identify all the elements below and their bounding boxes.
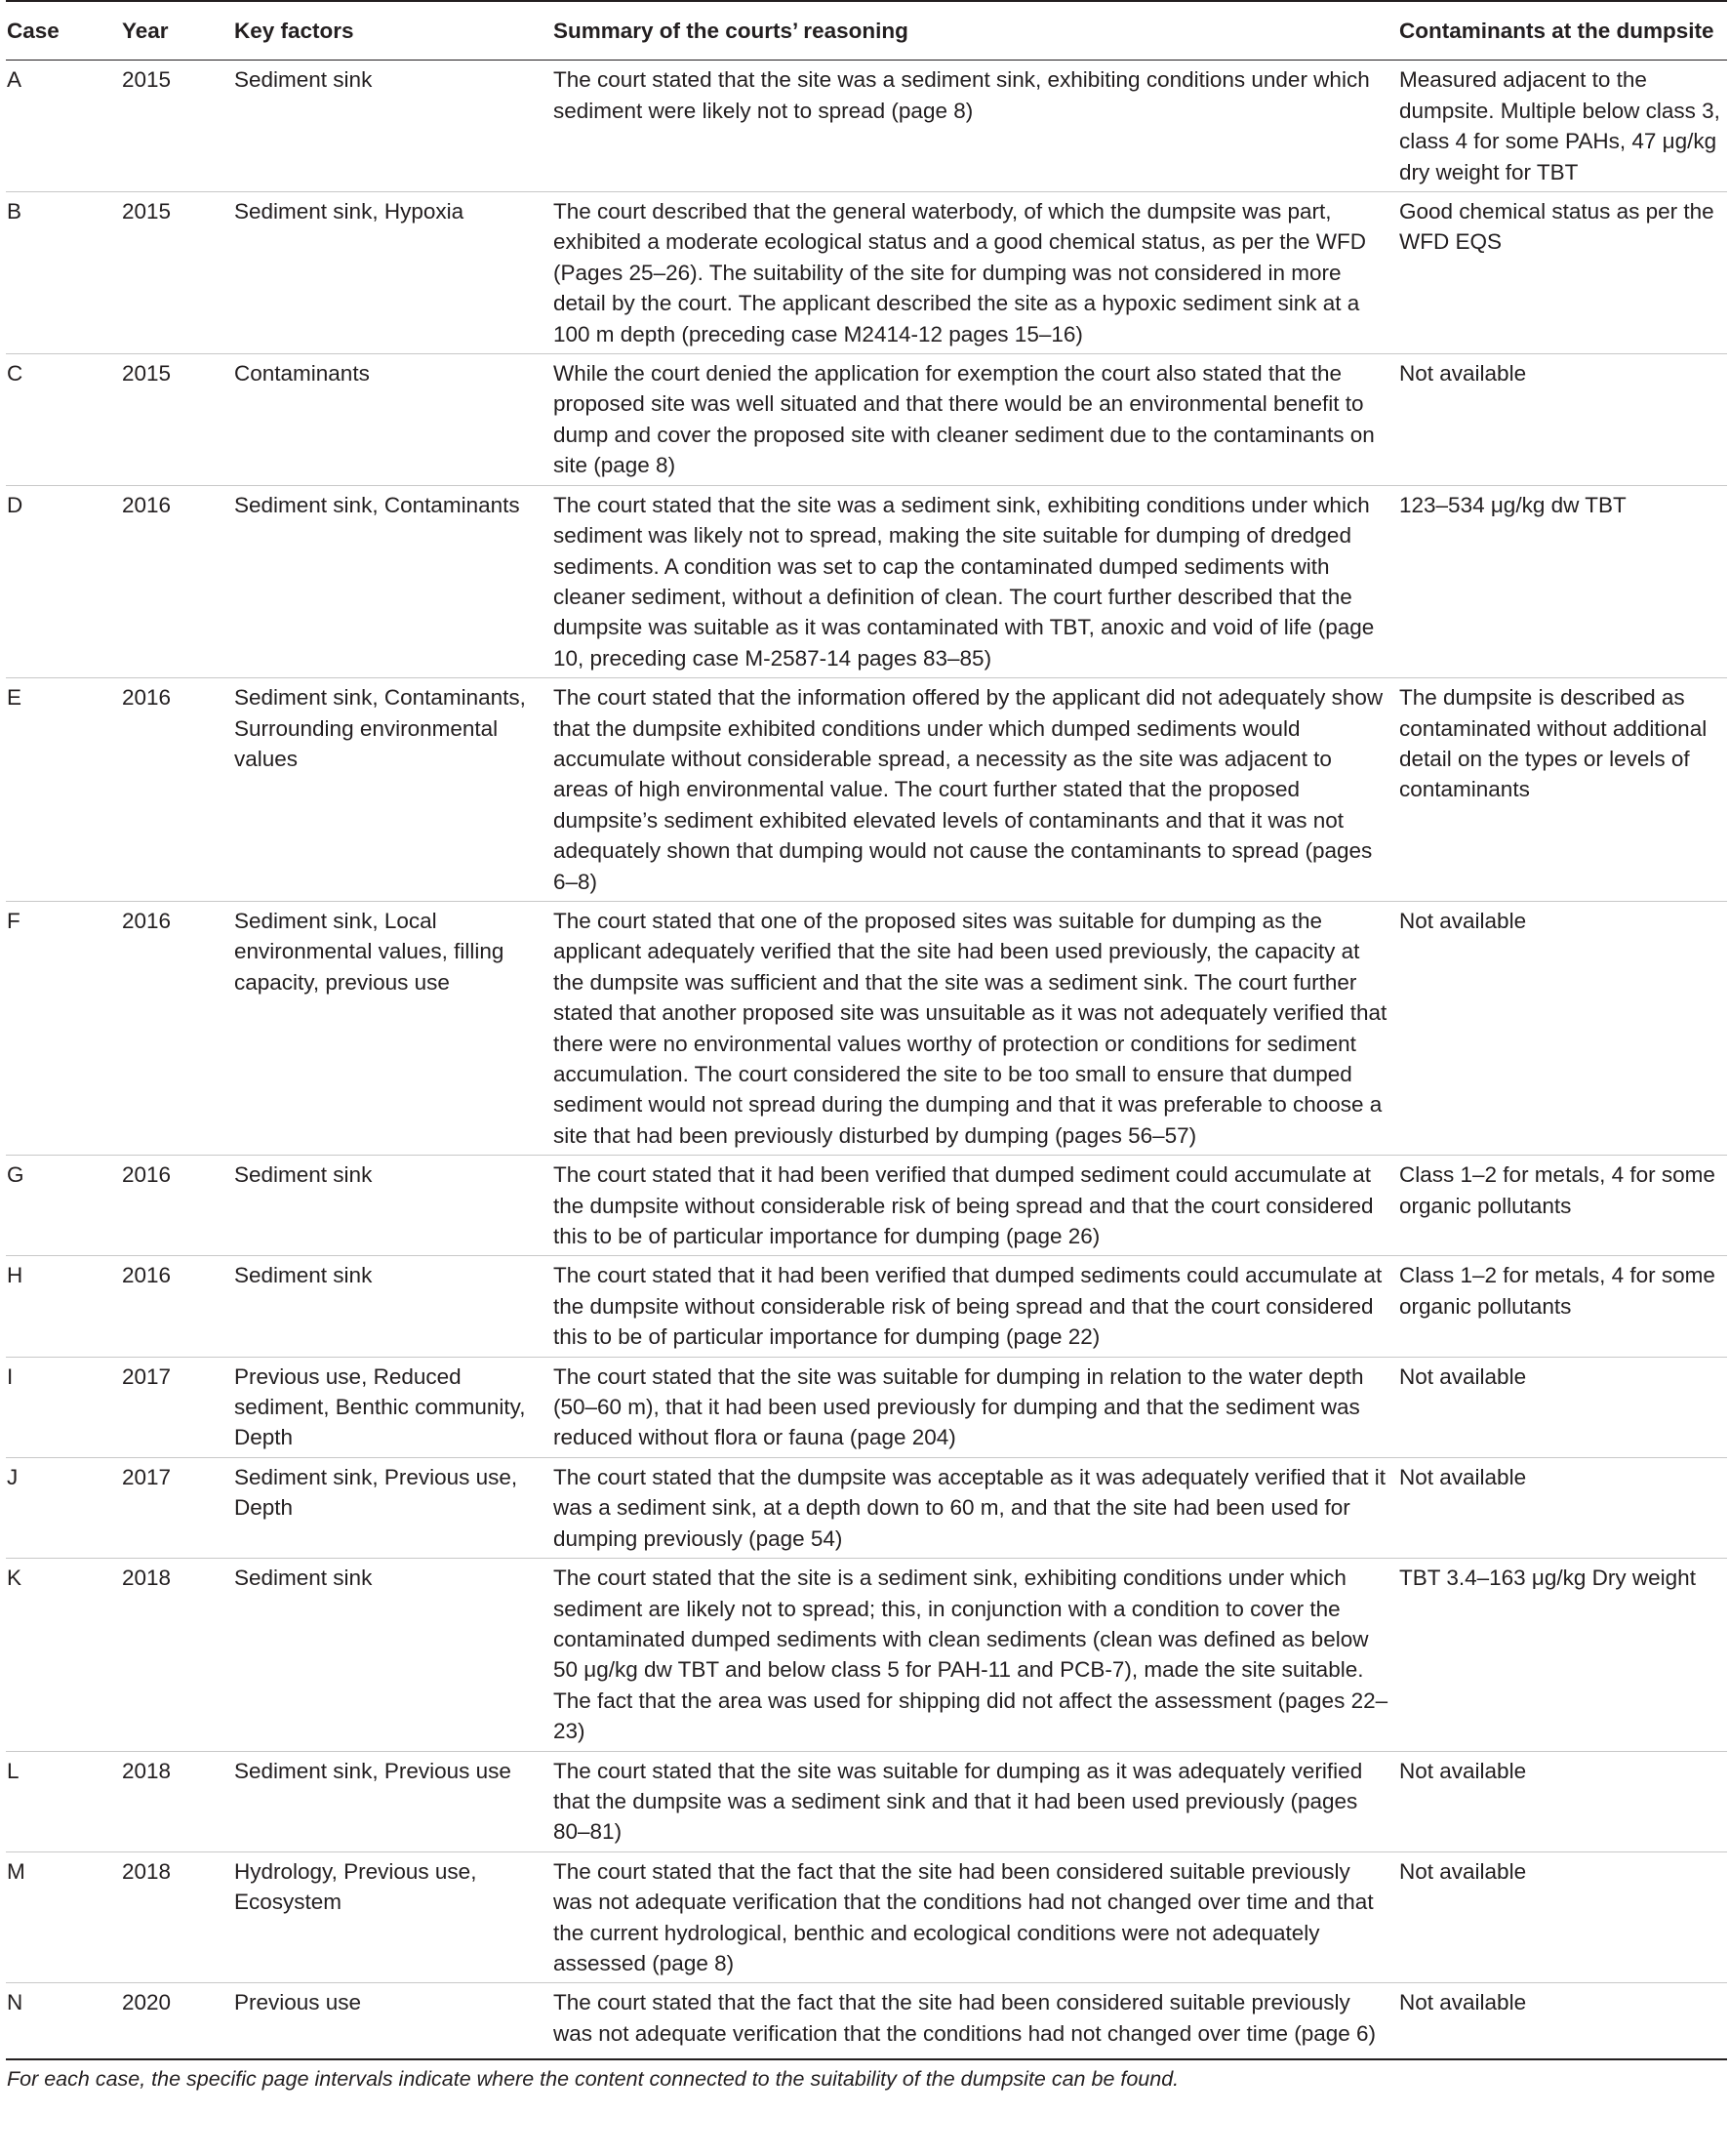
cell-case: L (6, 1751, 121, 1851)
cell-year: 2017 (121, 1357, 233, 1457)
cell-key-factors: Hydrology, Previous use, Ecosystem (233, 1851, 552, 1983)
cell-case: I (6, 1357, 121, 1457)
header-summary: Summary of the courts’ reasoning (552, 1, 1398, 61)
table-row (6, 901, 1727, 1155)
cell-summary: The court stated that one of the proposed sites was suitable for dumping as the applicant adequately verified that the site had been used previously, the capacity at the dumpsite was sufficient and that the site was a sediment sink. The court further stated that another proposed site was unsuitable as it was not adequately verified that there were no environmental values worthy of protection or conditions for sediment accumulation. The court considered the site to be too small to ensure that dumped sediment would not spread during the dumping and that it was preferable to choose a site that had been previously disturbed by dumping (pages 56–57) (552, 901, 1398, 1155)
cell-contaminants: The dumpsite is described as contaminated without additional detail on the types or levels of contaminants (1398, 678, 1727, 902)
cell-year: 2015 (121, 192, 233, 354)
cell-year: 2018 (121, 1559, 233, 1751)
dumpsite-cases-table (6, 0, 1727, 2060)
table-row (6, 61, 1727, 192)
cell-summary: The court stated that the site was a sediment sink, exhibiting conditions under which sediment were likely not to spread (page 8) (552, 61, 1398, 192)
cell-case: A (6, 61, 121, 192)
cell-summary: The court stated that the information offered by the applicant did not adequately show that the dumpsite exhibited conditions under which dumped sediments would accumulate without considerable spread, a necessity as the site was adjacent to areas of high environmental value. The court further stated that the proposed dumpsite’s sediment exhibited elevated levels of contaminants and that it was not adequately shown that dumping would not cause the contaminants to spread (pages 6–8) (552, 678, 1398, 902)
cell-key-factors: Previous use (233, 1983, 552, 2059)
table-row (6, 1751, 1727, 1851)
cell-case: K (6, 1559, 121, 1751)
cell-key-factors: Sediment sink, Contaminants, Surrounding environmental values (233, 678, 552, 902)
cell-summary: The court described that the general waterbody, of which the dumpsite was part, exhibited a moderate ecological status and a good chemical status, as per the WFD (Pages 25–26). The suitability of the site for dumping was not considered in more detail by the court. The applicant described the site as a hypoxic sediment sink at a 100 m depth (preceding case M2414-12 pages 15–16) (552, 192, 1398, 354)
cell-case: J (6, 1457, 121, 1558)
cell-case: N (6, 1983, 121, 2059)
cell-key-factors: Contaminants (233, 354, 552, 486)
cell-year: 2018 (121, 1751, 233, 1851)
cell-year: 2018 (121, 1851, 233, 1983)
table-row (6, 192, 1727, 354)
header-contaminants: Contaminants at the dumpsite (1398, 1, 1727, 61)
cell-contaminants: Good chemical status as per the WFD EQS (1398, 192, 1727, 354)
cell-summary: The court stated that the site was suitable for dumping as it was adequately verified that the dumpsite was a sediment sink and that it had been used previously (pages 80–81) (552, 1751, 1398, 1851)
cell-key-factors: Sediment sink (233, 61, 552, 192)
cell-contaminants: Measured adjacent to the dumpsite. Multiple below class 3, class 4 for some PAHs, 47 μg/kg dry weight for TBT (1398, 61, 1727, 192)
cell-contaminants: Class 1–2 for metals, 4 for some organic pollutants (1398, 1156, 1727, 1256)
cell-case: E (6, 678, 121, 902)
cell-year: 2016 (121, 901, 233, 1155)
table-header-row (6, 1, 1727, 61)
header-year: Year (121, 1, 233, 61)
table-row (6, 485, 1727, 677)
table-row (6, 1851, 1727, 1983)
cell-key-factors: Sediment sink (233, 1559, 552, 1751)
cell-summary: The court stated that it had been verified that dumped sediment could accumulate at the dumpsite without considerable risk of being spread and that the court considered this to be of particular importance for dumping (page 26) (552, 1156, 1398, 1256)
cell-contaminants: 123–534 μg/kg dw TBT (1398, 485, 1727, 677)
cell-contaminants: Not available (1398, 1357, 1727, 1457)
cell-summary: The court stated that the site is a sediment sink, exhibiting conditions under which sediment are likely not to spread; this, in conjunction with a condition to cover the contaminated dumped sediments with clean sediments (clean was defined as below 50 μg/kg dw TBT and below class 5 for PAH-11 and PCB-7), made the site suitable. The fact that the area was used for shipping did not affect the assessment (pages 22–23) (552, 1559, 1398, 1751)
cell-year: 2020 (121, 1983, 233, 2059)
cell-key-factors: Sediment sink, Contaminants (233, 485, 552, 677)
cell-year: 2016 (121, 1256, 233, 1357)
header-case: Case (6, 1, 121, 61)
cell-year: 2016 (121, 1156, 233, 1256)
cell-key-factors: Sediment sink (233, 1156, 552, 1256)
cell-year: 2015 (121, 61, 233, 192)
cell-key-factors: Sediment sink, Hypoxia (233, 192, 552, 354)
cell-case: F (6, 901, 121, 1155)
cell-contaminants: Not available (1398, 901, 1727, 1155)
table-row (6, 1357, 1727, 1457)
cell-key-factors: Sediment sink, Previous use (233, 1751, 552, 1851)
table-footnote: For each case, the specific page intervals indicate where the content connected to the suitability of the dumpsite can be found. (7, 2067, 1180, 2092)
cell-contaminants: TBT 3.4–163 μg/kg Dry weight (1398, 1559, 1727, 1751)
cell-case: B (6, 192, 121, 354)
table-row (6, 1983, 1727, 2059)
cell-case: M (6, 1851, 121, 1983)
cell-contaminants: Not available (1398, 1983, 1727, 2059)
table-row (6, 1156, 1727, 1256)
cell-case: C (6, 354, 121, 486)
cell-summary: While the court denied the application for exemption the court also stated that the proposed site was well situated and that there would be an environmental benefit to dump and cover the proposed site with cleaner sediment due to the contaminants on site (page 8) (552, 354, 1398, 486)
table-row (6, 354, 1727, 486)
cell-contaminants: Class 1–2 for metals, 4 for some organic pollutants (1398, 1256, 1727, 1357)
cell-case: G (6, 1156, 121, 1256)
cell-key-factors: Sediment sink (233, 1256, 552, 1357)
table-row (6, 1457, 1727, 1558)
cell-year: 2016 (121, 678, 233, 902)
cell-summary: The court stated that the dumpsite was acceptable as it was adequately verified that it was a sediment sink, at a depth down to 60 m, and that the site had been used for dumping previously (page 54) (552, 1457, 1398, 1558)
header-key-factors: Key factors (233, 1, 552, 61)
cell-contaminants: Not available (1398, 354, 1727, 486)
cell-year: 2016 (121, 485, 233, 677)
cell-year: 2017 (121, 1457, 233, 1558)
cell-summary: The court stated that the fact that the site had been considered suitable previously was not adequate verification that the conditions had not changed over time and that the current hydrological, benthic and ecological conditions were not adequately assessed (page 8) (552, 1851, 1398, 1983)
cell-contaminants: Not available (1398, 1751, 1727, 1851)
cell-contaminants: Not available (1398, 1457, 1727, 1558)
cell-year: 2015 (121, 354, 233, 486)
cell-contaminants: Not available (1398, 1851, 1727, 1983)
table-row (6, 1256, 1727, 1357)
cell-summary: The court stated that the site was a sediment sink, exhibiting conditions under which sediment was likely not to spread, making the site suitable for dumping of dredged sediments. A condition was set to cap the contaminated dumped sediments with cleaner sediment, without a definition of clean. The court further described that the dumpsite was suitable as it was contaminated with TBT, anoxic and void of life (page 10, preceding case M-2587-14 pages 83–85) (552, 485, 1398, 677)
cell-summary: The court stated that the site was suitable for dumping in relation to the water depth (50–60 m), that it had been used previously for dumping and that the sediment was reduced without flora or fauna (page 204) (552, 1357, 1398, 1457)
cell-key-factors: Sediment sink, Local environmental values, filling capacity, previous use (233, 901, 552, 1155)
cell-key-factors: Previous use, Reduced sediment, Benthic community, Depth (233, 1357, 552, 1457)
table-row (6, 678, 1727, 902)
table-row (6, 1559, 1727, 1751)
cell-case: D (6, 485, 121, 677)
cell-summary: The court stated that the fact that the site had been considered suitable previously was not adequate verification that the conditions had not changed over time (page 6) (552, 1983, 1398, 2059)
cell-case: H (6, 1256, 121, 1357)
cell-key-factors: Sediment sink, Previous use, Depth (233, 1457, 552, 1558)
cell-summary: The court stated that it had been verified that dumped sediments could accumulate at the dumpsite without considerable risk of being spread and that the court considered this to be of particular importance for dumping (page 22) (552, 1256, 1398, 1357)
